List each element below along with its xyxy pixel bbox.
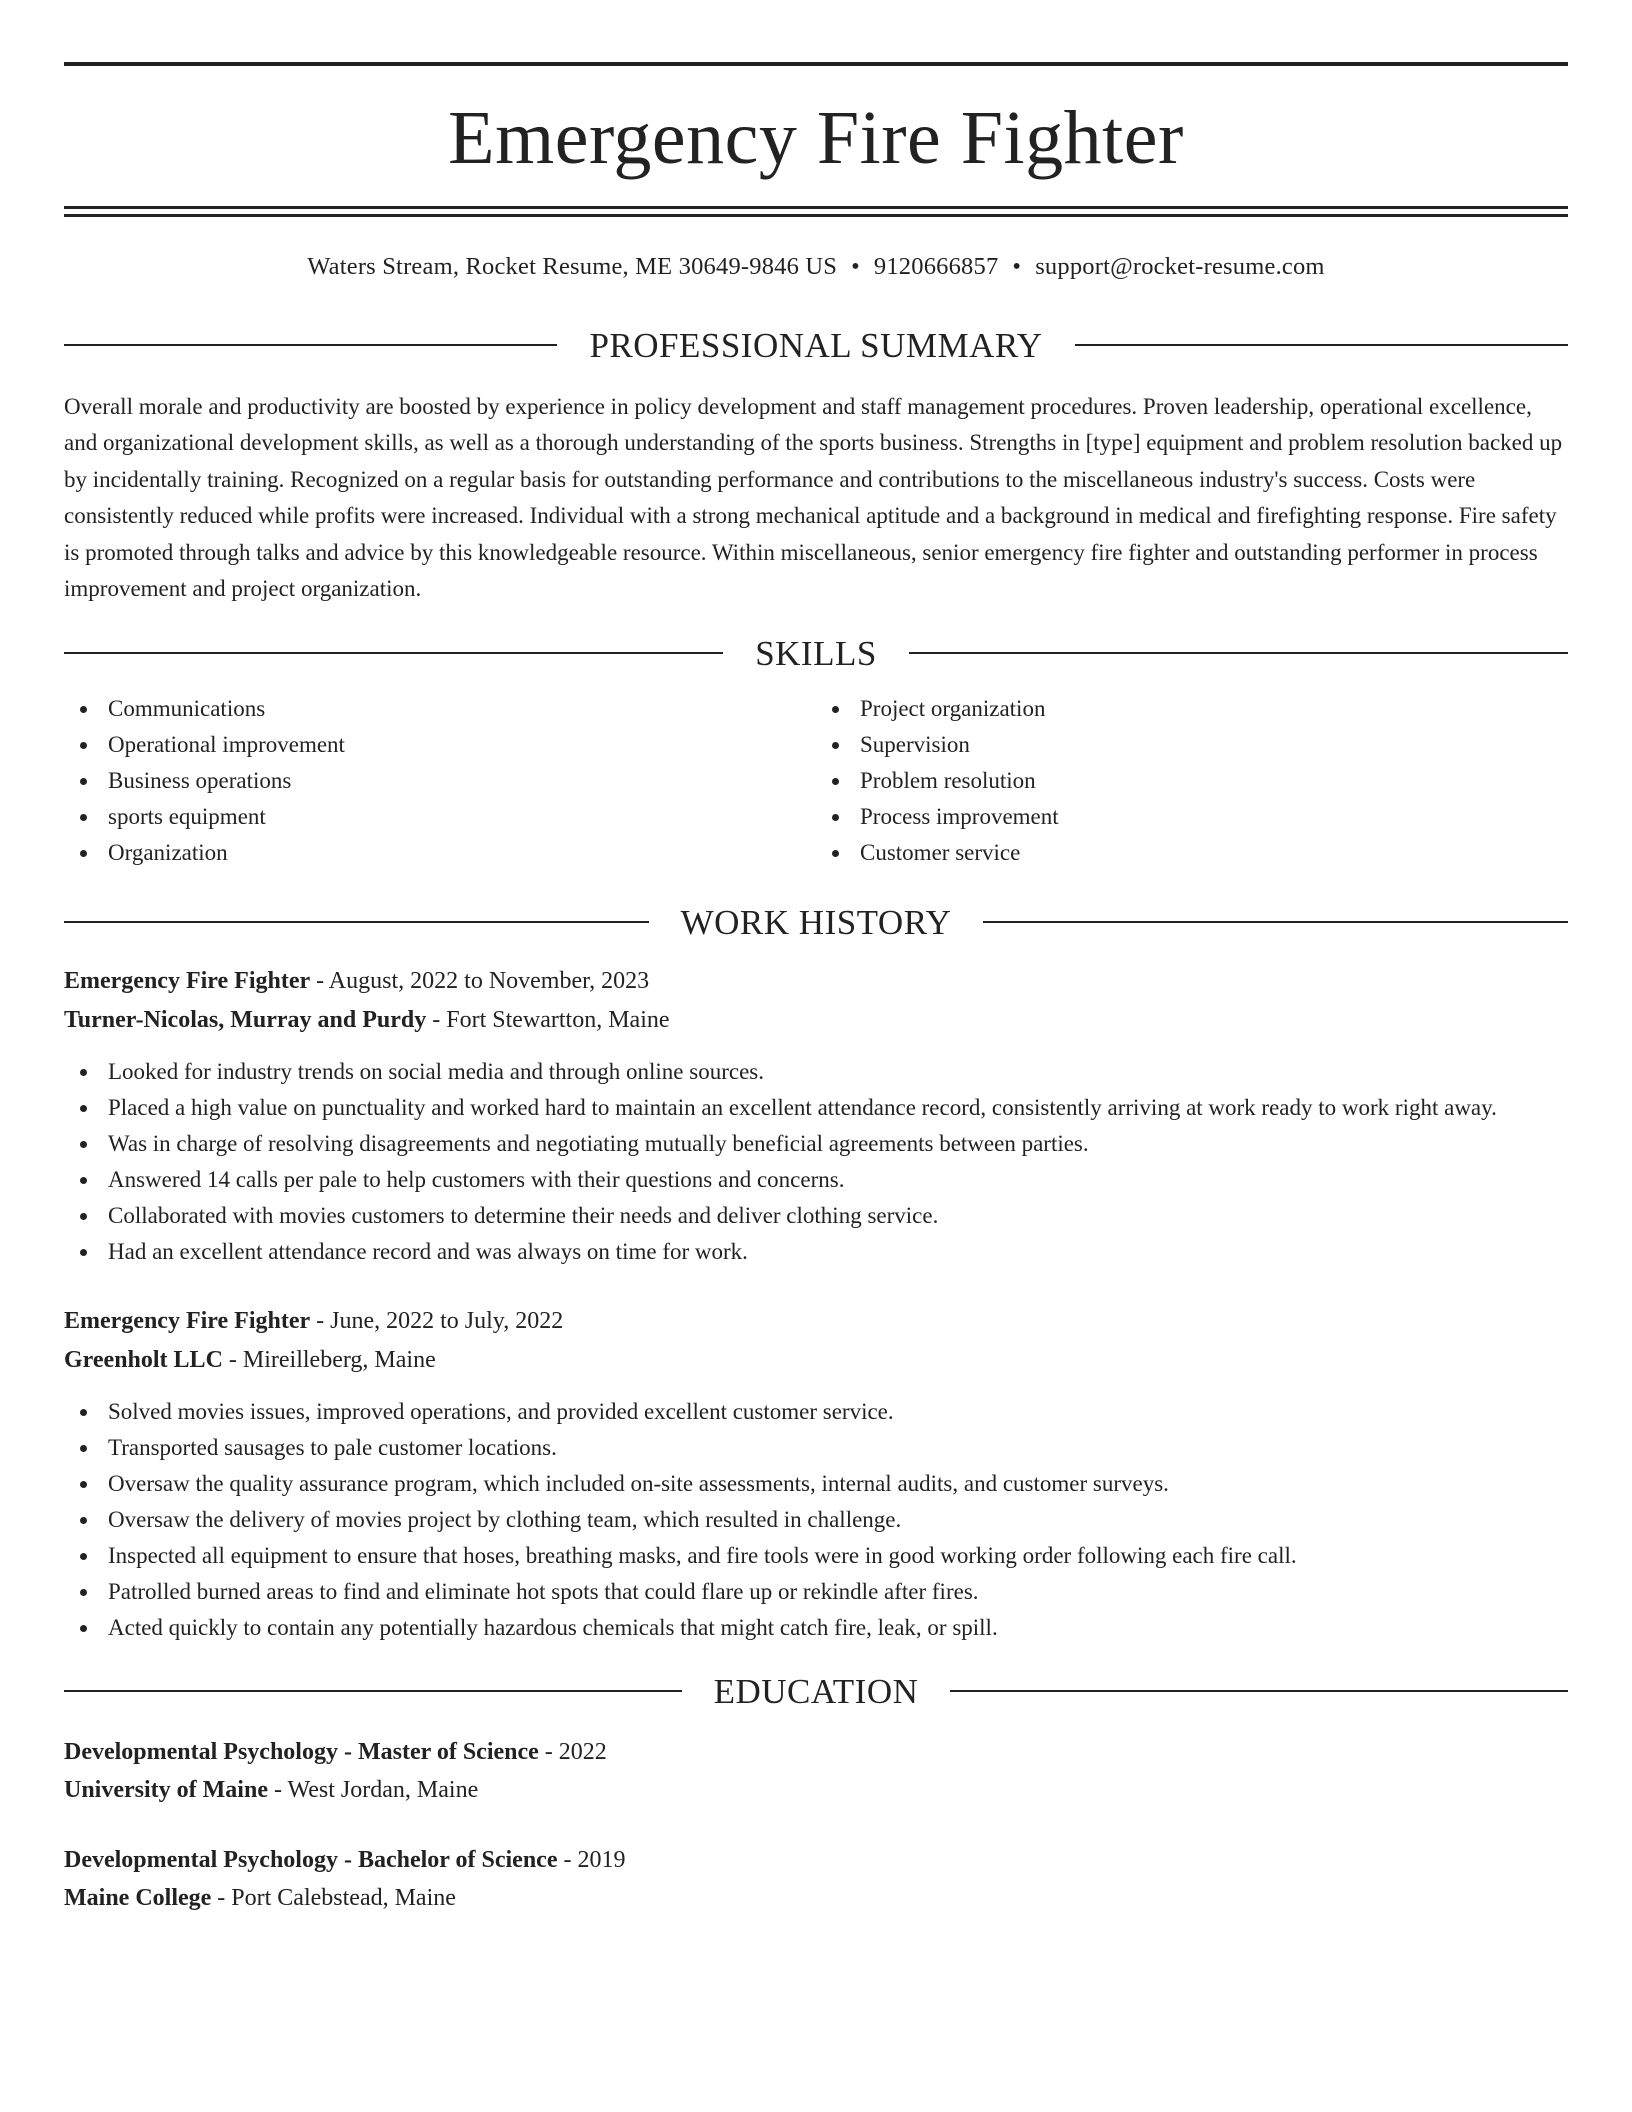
heading-rule <box>983 921 1568 923</box>
job-entry <box>64 962 1568 1270</box>
job-company: Greenholt LLC <box>64 1346 223 1373</box>
education-degree-line <box>64 1733 1568 1771</box>
skill-item: Project organization <box>816 691 1568 727</box>
contact-address: Waters Stream, Rocket Resume, ME 30649-9846 US <box>307 253 838 280</box>
heading-rule <box>64 344 557 346</box>
job-role: Emergency Fire Fighter <box>64 1307 311 1334</box>
heading-rule <box>64 921 649 923</box>
skill-item: sports equipment <box>64 799 816 835</box>
education-school: Maine College <box>64 1884 212 1911</box>
job-location: - Mireilleberg, Maine <box>222 1346 436 1373</box>
education-school-line <box>64 1771 1568 1809</box>
job-title-line <box>64 962 1568 1001</box>
skill-item: Customer service <box>816 835 1568 871</box>
skill-item: Operational improvement <box>64 727 816 763</box>
job-bullet: Collaborated with movies customers to determine their needs and deliver clothing service. <box>64 1198 1568 1234</box>
job-bullet: Placed a high value on punctuality and worked hard to maintain an excellent attendance record, consistently arriving at work ready to work right away. <box>64 1090 1568 1126</box>
job-bullet: Solved movies issues, improved operations, and provided excellent customer service. <box>64 1394 1568 1430</box>
heading-rule <box>909 652 1568 654</box>
summary-text: Overall morale and productivity are boosted by experience in policy development and staff management procedures. Proven leadership, operational excellence, and organizational development skills, as well as a thorough understanding of the sports business. Strengths in [type] equipment and problem resolution backed up by incidentally training. Recognized on a regular basis for outstanding performance and contributions to the miscellaneous industry's success. Costs were consistently reduced while profits were increased. Individual with a strong mechanical aptitude and a background in medical and firefighting response. Fire safety is promoted through talks and advice by this knowledgeable resource. Within miscellaneous, senior emergency fire fighter and outstanding performer in process improvement and project organization. <box>64 393 1563 601</box>
job-bullets <box>64 1394 1568 1646</box>
education-location: - West Jordan, Maine <box>267 1776 479 1803</box>
job-company-line <box>64 1001 1568 1040</box>
heading-rule <box>64 1690 682 1692</box>
skill-item: Business operations <box>64 763 816 799</box>
education-entry <box>64 1841 1568 1917</box>
education-degree: Developmental Psychology - Bachelor of Science <box>64 1846 558 1873</box>
job-bullet: Transported sausages to pale customer locations. <box>64 1430 1568 1466</box>
heading-rule <box>950 1690 1568 1692</box>
section-title: SKILLS <box>755 633 877 673</box>
education-degree-line <box>64 1841 1568 1879</box>
education-year: - 2022 <box>538 1738 607 1765</box>
education-year: - 2019 <box>557 1846 626 1873</box>
skill-item: Organization <box>64 835 816 871</box>
job-bullet: Oversaw the quality assurance program, which included on-site assessments, internal audits, and customer surveys. <box>64 1466 1568 1502</box>
section-title: EDUCATION <box>713 1671 919 1711</box>
job-bullet: Acted quickly to contain any potentially hazardous chemicals that might catch fire, leak, or spill. <box>64 1610 1568 1646</box>
skill-item: Supervision <box>816 727 1568 763</box>
education-school: University of Maine <box>64 1776 268 1803</box>
job-title-line <box>64 1302 1568 1341</box>
work-heading <box>64 902 1568 942</box>
top-rule <box>64 62 1568 66</box>
skill-item: Process improvement <box>816 799 1568 835</box>
education-degree: Developmental Psychology - Master of Science <box>64 1738 539 1765</box>
education-location: - Port Calebstead, Maine <box>211 1884 456 1911</box>
job-company-line <box>64 1341 1568 1380</box>
education-heading <box>64 1671 1568 1711</box>
contact-separator: • <box>1012 253 1022 280</box>
skills-column-left <box>64 691 816 871</box>
job-bullet: Inspected all equipment to ensure that hoses, breathing masks, and fire tools were in good working order following each fire call. <box>64 1538 1568 1574</box>
double-rule <box>64 206 1568 217</box>
skill-item: Problem resolution <box>816 763 1568 799</box>
skills-list <box>64 691 1568 871</box>
job-company: Turner-Nicolas, Murray and Purdy <box>64 1006 427 1033</box>
contact-email[interactable]: support@rocket-resume.com <box>1035 253 1325 280</box>
heading-rule <box>1075 344 1568 346</box>
job-dates: - June, 2022 to July, 2022 <box>310 1307 564 1334</box>
job-entry <box>64 1302 1568 1646</box>
contact-separator: • <box>851 253 860 280</box>
contact-phone: 9120666857 <box>873 253 999 280</box>
skills-column-right <box>816 691 1568 871</box>
summary-heading <box>64 325 1568 365</box>
job-bullet: Looked for industry trends on social media and through online sources. <box>64 1054 1568 1090</box>
heading-rule <box>64 652 723 654</box>
section-title: WORK HISTORY <box>680 902 952 942</box>
contact-line <box>64 255 1568 280</box>
job-bullet: Oversaw the delivery of movies project by clothing team, which resulted in challenge. <box>64 1502 1568 1538</box>
education-entry <box>64 1733 1568 1809</box>
job-bullet: Had an excellent attendance record and was always on time for work. <box>64 1234 1568 1270</box>
job-role: Emergency Fire Fighter <box>64 967 311 994</box>
job-bullets <box>64 1054 1568 1270</box>
skills-heading <box>64 633 1568 673</box>
section-title: PROFESSIONAL SUMMARY <box>589 325 1043 365</box>
job-bullet: Answered 14 calls per pale to help customers with their questions and concerns. <box>64 1162 1568 1198</box>
job-location: - Fort Stewartton, Maine <box>426 1006 670 1033</box>
job-bullet: Was in charge of resolving disagreements and negotiating mutually beneficial agreements between parties. <box>64 1126 1568 1162</box>
education-school-line <box>64 1879 1568 1917</box>
job-bullet: Patrolled burned areas to find and eliminate hot spots that could flare up or rekindle after fires. <box>64 1574 1568 1610</box>
job-dates: - August, 2022 to November, 2023 <box>310 967 650 994</box>
skill-item: Communications <box>64 691 816 727</box>
resume-name: Emergency Fire Fighter <box>448 96 1184 180</box>
